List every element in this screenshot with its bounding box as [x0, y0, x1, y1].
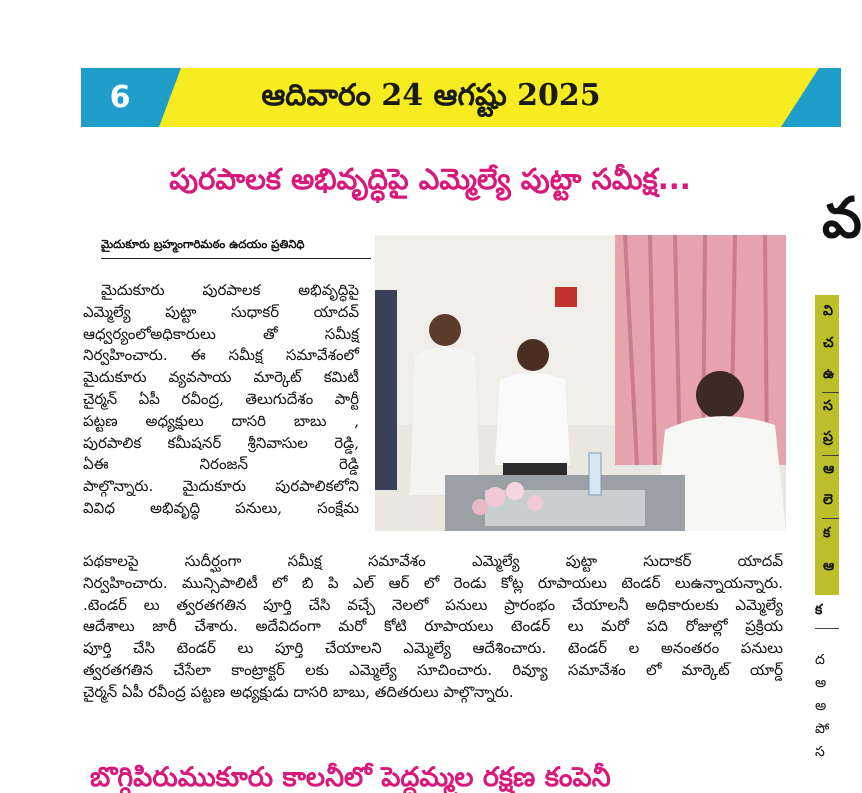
side-panel-glyph: స	[823, 398, 833, 414]
side-panel-glyph: ఉ	[823, 366, 835, 382]
side-panel-glyph: ఆ	[823, 461, 835, 477]
article-line: పట్టణ అధ్యక్షులు దాసరి బాబు ,	[83, 411, 359, 430]
article-line: పూర్తి చేసి టెండర్ లు పూర్తి చేయాలని ఎమ్మెల్యే ఆదేశించారు. టెండర్ ల అనంతరం పనులు	[83, 639, 783, 658]
side-panel-rule	[822, 392, 839, 393]
byline-underline	[101, 258, 371, 259]
side-glyph: అ	[815, 675, 827, 691]
article-line: .టెండర్ లు త్వరతగతిన పూర్తి చేసి వచ్చే నెలలో పనులు ప్రారంభం చేయాలనీ అధికారులకు ఎమ్మెల్యే	[83, 595, 783, 614]
side-panel-glyph: క	[823, 525, 831, 541]
article-line: నిర్వహించారు. మున్సిపాలిటీ లో బి పి ఎల్ ఆర్ లో రెండు కోట్ల రూపాయలు టెండర్ లుఉన్నాయన్నారు.	[83, 573, 783, 592]
article-line: ఏఈ నిరంజన్ రెడ్డి	[83, 455, 359, 474]
article-line: వివిధ అభివృద్ధి పనులు, సంక్షేమ	[83, 498, 359, 517]
issue-date: ఆదివారం 24 ఆగష్టు 2025	[261, 78, 601, 113]
article-line: చైర్మన్ ఏపీ రవీంద్ర, తెలుగుదేశం పార్టీ	[83, 389, 359, 408]
article-column	[83, 280, 359, 520]
side-panel-glyph: ప్ర	[823, 429, 833, 445]
side-glyph: అ	[815, 698, 827, 714]
article-line: ఆదేశాలు జారీ చేశారు. అదేవిదంగా మరో కోటి రూపాయలు టెండర్ లు మరో పది రోజుల్లో ప్రక్రియ	[83, 617, 783, 636]
side-glyph: ద	[815, 652, 825, 668]
side-rule	[815, 628, 839, 629]
article-line: ఎమ్మెల్యే పుట్టా సుధాకర్ యాదవ్	[83, 302, 359, 321]
article-byline: మైదుకూరు బ్రహ్మంగారిమఠం ఉదయం ప్రతినిధి	[101, 237, 305, 251]
side-panel-glyph: చ	[823, 335, 834, 351]
article-line: చైర్మన్ ఏపీ రవీంద్ర పట్టణ అధ్యక్షుడు దాసరి బాబు, తదితరులు పాల్గొన్నారు.	[83, 682, 514, 701]
article-line: పథకాలపై సుదీర్ఘంగా సమీక్ష సమావేశం ఎమ్మెల్యే పుట్టా సుదాకర్ యాదవ్	[83, 552, 783, 570]
next-article-headline: బొగ్గిపిరుముకూరు కాలనీలో పెద్దమ్మల రక్షణ కంపెనీ	[90, 762, 611, 793]
article-line: మైదుకూరు పురపాలక అభివృద్ధిపై	[101, 281, 359, 299]
article-line: త్వరతగతిన చేసేలా కాంట్రాక్టర్ లకు ఎమ్మెల్యే సూచించారు. రివ్యూ సమావేశం లో మార్కెట్ యార్డ్	[83, 660, 783, 679]
masthead	[81, 68, 839, 127]
article-headline: పురపాలక అభివృద్ధిపై ఎమ్మెల్యే పుట్టా సమీక్ష...	[169, 162, 691, 196]
article-line: పురపాలిక కమీషనర్ శ్రీనివాసుల రెడ్డి,	[83, 433, 359, 452]
side-glyph: క	[815, 602, 823, 618]
article-body-full	[83, 551, 783, 704]
article-line: ఆధ్వర్యంలోఅధికారులు తో సమీక్ష	[83, 324, 359, 343]
article-line: మైదుకూరు వ్యవసాయ మార్కెట్ కమిటీ	[83, 368, 359, 387]
side-panel-glyph: లె	[823, 492, 833, 508]
page-number: 6	[109, 80, 131, 115]
side-panel-rule	[822, 518, 839, 519]
side-panel-glyph: వి	[823, 303, 833, 319]
side-glyph: పో	[815, 721, 830, 737]
side-panel-glyph: ఆ	[823, 558, 835, 574]
article-line: పాల్గొన్నారు. మైదుకూరు పురపాలికలోని	[83, 477, 359, 496]
meeting-photo	[375, 235, 786, 531]
side-panel-rule	[822, 455, 839, 456]
side-headline-glyph: వ	[822, 185, 862, 251]
side-glyph: స	[815, 744, 825, 760]
article-line: నిర్వహించారు. ఈ సమీక్ష సమావేశంలో	[83, 346, 359, 365]
